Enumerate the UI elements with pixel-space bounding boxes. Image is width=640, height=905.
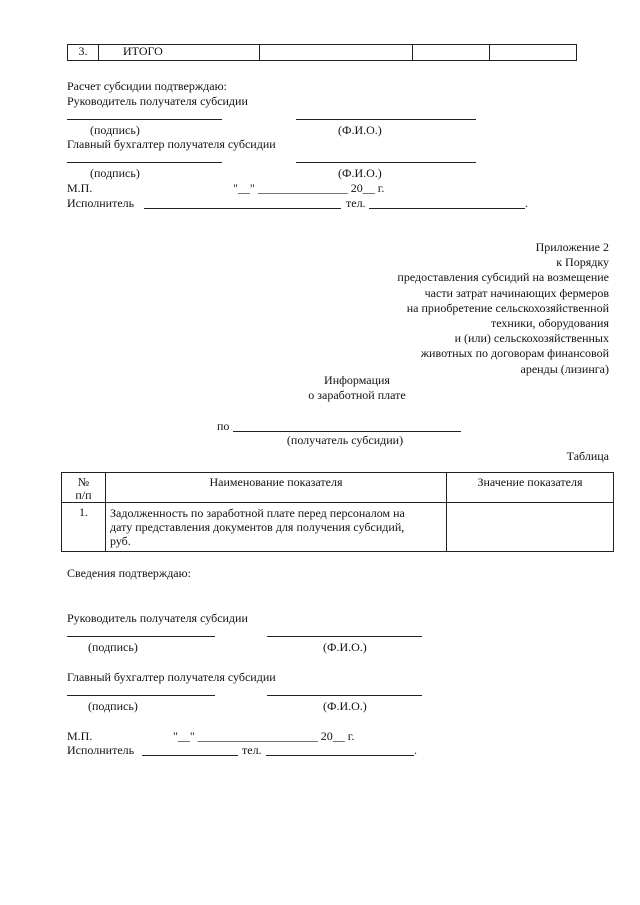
confirm-acc-fio-caption: (Ф.И.О.) xyxy=(323,699,367,713)
totals-table xyxy=(67,44,577,61)
table-label: Таблица xyxy=(566,449,609,463)
appendix-line: животных по договорам финансовой xyxy=(420,346,609,361)
totals-cell-1 xyxy=(260,45,413,61)
row-num-cell: 1. xyxy=(62,503,106,552)
confirm-tel-line xyxy=(266,755,414,756)
calc-head-label: Руководитель получателя субсидии xyxy=(67,94,248,108)
appendix-line: Приложение 2 xyxy=(535,240,609,254)
confirm-executor-label: Исполнитель xyxy=(67,743,135,757)
confirm-tel-label: тел. xyxy=(242,743,262,757)
confirm-head-fio-caption: (Ф.И.О.) xyxy=(323,640,367,654)
confirm-text: Сведения подтверждаю: xyxy=(67,566,191,580)
appendix-line: техники, оборудования xyxy=(490,316,609,331)
confirm-head-fio-line xyxy=(267,636,422,637)
salary-table xyxy=(61,472,614,552)
calc-tel-period: . xyxy=(525,196,528,210)
calc-acc-sign-line xyxy=(67,162,222,163)
confirm-executor-line xyxy=(142,755,238,756)
header-cell-name: Наименование показателя xyxy=(106,473,447,503)
calc-head-fio-line xyxy=(296,119,476,120)
calc-head-sign-caption: (подпись) xyxy=(90,123,140,137)
calc-accountant-label: Главный бухгалтер получателя субсидии xyxy=(67,137,276,151)
calc-acc-fio-line xyxy=(296,162,476,163)
confirm-head-sign-caption: (подпись) xyxy=(88,640,138,654)
confirm-head-sign-line xyxy=(67,636,215,637)
confirm-tel-period: . xyxy=(414,743,417,757)
calc-tel-label: тел. xyxy=(346,196,366,210)
info-po-label: по xyxy=(217,419,230,433)
calc-acc-sign-caption: (подпись) xyxy=(90,166,140,180)
calc-executor-line xyxy=(144,208,341,209)
appendix-line: предоставления субсидий на возмещение xyxy=(397,270,609,285)
table-row xyxy=(62,503,614,552)
appendix-line: и (или) сельскохозяйственных xyxy=(454,331,609,346)
totals-cell-2 xyxy=(413,45,490,61)
confirm-date: "__" ____________________ 20__ г. xyxy=(173,729,355,743)
calc-confirm-text: Расчет субсидии подтверждаю: xyxy=(67,79,227,93)
header-cell-value: Значение показателя xyxy=(447,473,614,503)
appendix-heading xyxy=(397,240,609,377)
row-value-cell xyxy=(447,503,614,552)
confirm-mp: М.П. xyxy=(67,729,93,743)
confirm-accountant-label: Главный бухгалтер получателя субсидии xyxy=(67,670,276,684)
calc-head-sign-line xyxy=(67,119,222,120)
totals-cell-3 xyxy=(490,45,577,61)
info-recipient-line xyxy=(233,431,461,432)
info-subtitle: о заработной плате xyxy=(308,388,406,402)
appendix-line: на приобретение сельскохозяйственной xyxy=(406,300,609,315)
calc-tel-line xyxy=(369,208,525,209)
calc-head-fio-caption: (Ф.И.О.) xyxy=(338,123,382,137)
calc-date: "__" _______________ 20__ г. xyxy=(233,181,385,195)
confirm-acc-fio-line xyxy=(267,695,422,696)
totals-label-cell: ИТОГО xyxy=(99,45,260,61)
calc-acc-fio-caption: (Ф.И.О.) xyxy=(338,166,382,180)
header-cell-num: № п/п xyxy=(62,473,106,503)
appendix-line: аренды (лизинга) xyxy=(520,361,609,376)
appendix-line: части затрат начинающих фермеров xyxy=(424,285,609,300)
calc-mp: М.П. xyxy=(67,181,93,195)
info-recipient-caption: (получатель субсидии) xyxy=(286,433,404,447)
row-name-cell: Задолженность по заработной плате перед персоналом на дату представления документов для получения субсидий, руб. xyxy=(106,503,447,552)
calc-executor-label: Исполнитель xyxy=(67,196,135,210)
appendix-line: к Порядку xyxy=(556,255,609,270)
confirm-acc-sign-line xyxy=(67,695,215,696)
totals-num-cell: 3. xyxy=(68,45,99,61)
confirm-head-label: Руководитель получателя субсидии xyxy=(67,611,248,625)
info-title: Информация xyxy=(324,373,390,387)
confirm-acc-sign-caption: (подпись) xyxy=(88,699,138,713)
